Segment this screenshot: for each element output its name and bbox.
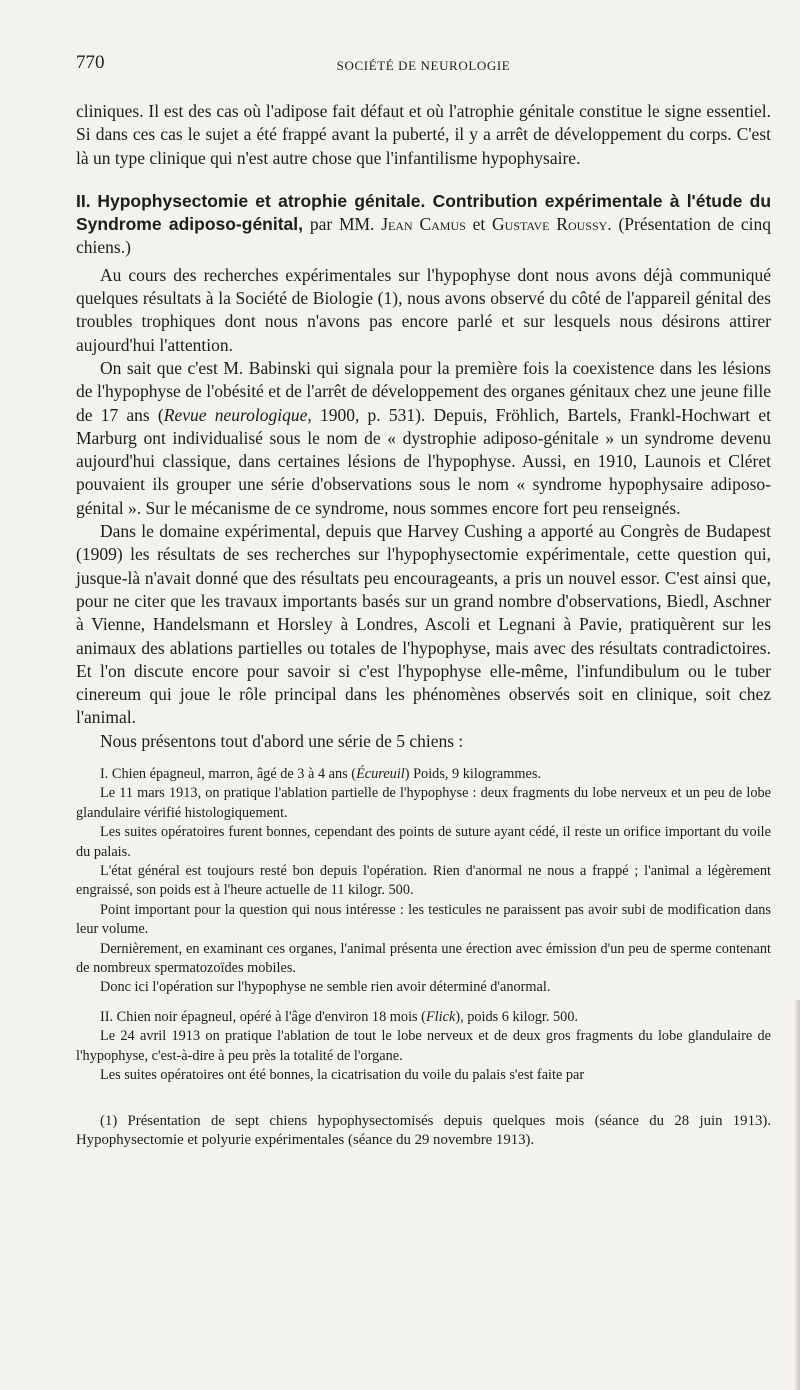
dog-name-ecureuil: Écureuil	[356, 766, 405, 783]
section-number: II.	[76, 190, 91, 211]
case-2	[76, 1008, 771, 1086]
case-1-paragraph: Point important pour la question qui nous intéresse : les testicules ne paraissent pas avoir subi de modification dans leur volume.	[76, 901, 771, 938]
case-1-paragraph: Les suites opératoires furent bonnes, cependant des points de suture ayant cédé, il reste un orifice important du voile du palais.	[76, 824, 771, 860]
case-1-paragraph: Donc ici l'opération sur l'hypophyse ne semble rien avoir déterminé d'anormal.	[100, 979, 551, 996]
page-number: 770	[76, 52, 105, 73]
page-edge-shadow	[794, 1000, 800, 1390]
section-heading	[76, 190, 771, 260]
section-title: Hypophysectomie et atrophie génitale. Contribution expérimentale à l'étude du Syndrome adiposo-génital,	[76, 190, 772, 235]
babinski-paragraph	[76, 357, 771, 520]
case-1-paragraph: L'état général est toujours resté bon depuis l'opération. Rien d'anormal ne nous a frappé ; l'animal a légèrement engraissé, son poids est à l'heure actuelle de 11 kilogr. 500.	[76, 863, 771, 899]
section-by: par MM.	[309, 214, 375, 235]
cushing-paragraph: Dans le domaine expérimental, depuis que Harvey Cushing a apporté au Congrès de Budapest (1909) les résultats de ses recherches sur l'hypophysectomie expérimentale, cette question qui, jusque-là n'avait donné que des résultats peu encourageants, a pris un nouvel essor. C'est ainsi que, pour ne citer que les travaux importants basés sur un grand nombre d'observations, Biedl, Aschner à Vienne, Handelsmann et Horsley à Londres, Ascoli et Legnani à Pavie, pratiquèrent sur les animaux des ablations partielles ou totales de l'hypophyse, mais avec des résultats contradictoires. Et l'on discute encore pour savoir si c'est l'hypophyse elle-même, l'infundibulum ou le tuber cinereum qui joue le rôle principal dans les phénomènes observés soit en clinique, soit chez l'animal.	[76, 521, 771, 728]
case-1	[76, 765, 771, 998]
presentation-paragraph: Nous présentons tout d'abord une série de 5 chiens :	[100, 730, 464, 751]
footnote: (1) Présentation de sept chiens hypophysectomisés depuis quelques mois (séance du 28 juin 1913). Hypophysectomie et polyurie expérimentales (séance du 29 novembre 1913).	[76, 1112, 771, 1149]
page-header	[76, 52, 771, 82]
dog-name-flick: Flick	[425, 1008, 456, 1025]
case-2-paragraph: Les suites opératoires ont été bonnes, la cicatrisation du voile du palais s'est faite par	[100, 1067, 585, 1084]
running-title: SOCIÉTÉ DE NEUROLOGIE	[336, 58, 511, 73]
section-note: . (Présentation de cinq chiens.)	[76, 214, 771, 258]
case-1-heading: I. Chien épagneul, marron, âgé de 3 à 4 ans (Écureuil) Poids, 9 kilogrammes.	[100, 766, 541, 783]
case-2-heading: II. Chien noir épagneul, opéré à l'âge d'environ 18 mois (Flick), poids 6 kilogr. 500.	[100, 1008, 579, 1025]
author-roussy: Gustave Roussy	[492, 214, 608, 235]
case-2-paragraph: Le 24 avril 1913 on pratique l'ablation de tout le lobe nerveux et de deux gros fragments du lobe glandulaire de l'hypophyse, c'est-à-dire à peu près la totalité de l'organe.	[76, 1028, 771, 1064]
babinski-text-after: , 1900, p. 531). Depuis, Fröhlich, Bartels, Frankl-Hochwart et Marburg ont individualisé sous le nom de « dystrophie adiposo-génitale » un syndrome devenu aujourd'hui classique, dans certaines lésions de l'hypophyse. Aussi, en 1910, Launois et Cléret pouvaient ils grouper une série d'observations sous le nom « syndrome hypophysaire adiposo-génital ». Sur le mécanisme de ce syndrome, nous sommes encore fort peu renseignés.	[76, 404, 771, 518]
section-and: et	[472, 214, 486, 235]
author-camus: Jean Camus	[381, 214, 466, 235]
intro-paragraph: cliniques. Il est des cas où l'adipose fait défaut et où l'atrophie génitale constitue le signe essentiel. Si dans ces cas le sujet a été frappé avant la puberté, il y a arrêt de développement du corps. C'est là un type clinique qui n'est autre chose que l'infantilisme hypophysaire.	[76, 101, 771, 168]
page-body	[76, 100, 771, 1151]
case-1-paragraph: Le 11 mars 1913, on pratique l'ablation partielle de l'hypophyse : deux fragments du lobe nerveux et un peu de lobe glandulaire vérifié histologiquement.	[76, 785, 771, 821]
journal-title: Revue neurologique	[163, 404, 308, 425]
babinski-text-before: On sait que c'est M. Babinski qui signala pour la première fois la coexistence dans les lésions de l'hypophyse de l'obésité et de l'arrêt de développement des organes génitaux chez une jeune fille de 17 ans (	[76, 357, 771, 425]
body-paragraph: Au cours des recherches expérimentales sur l'hypophyse dont nous avons déjà communiqué quelques résultats à la Société de Biologie (1), nous avons observé du côté de l'appareil génital des troubles trophiques dont nous n'avons pas encore parlé et sur lesquels nous désirons attirer aujourd'hui l'attention.	[76, 264, 771, 355]
case-1-paragraph: Dernièrement, en examinant ces organes, l'animal présenta une érection avec émission d'un peu de sperme contenant de nombreux spermatozoïdes mobiles.	[76, 940, 771, 977]
